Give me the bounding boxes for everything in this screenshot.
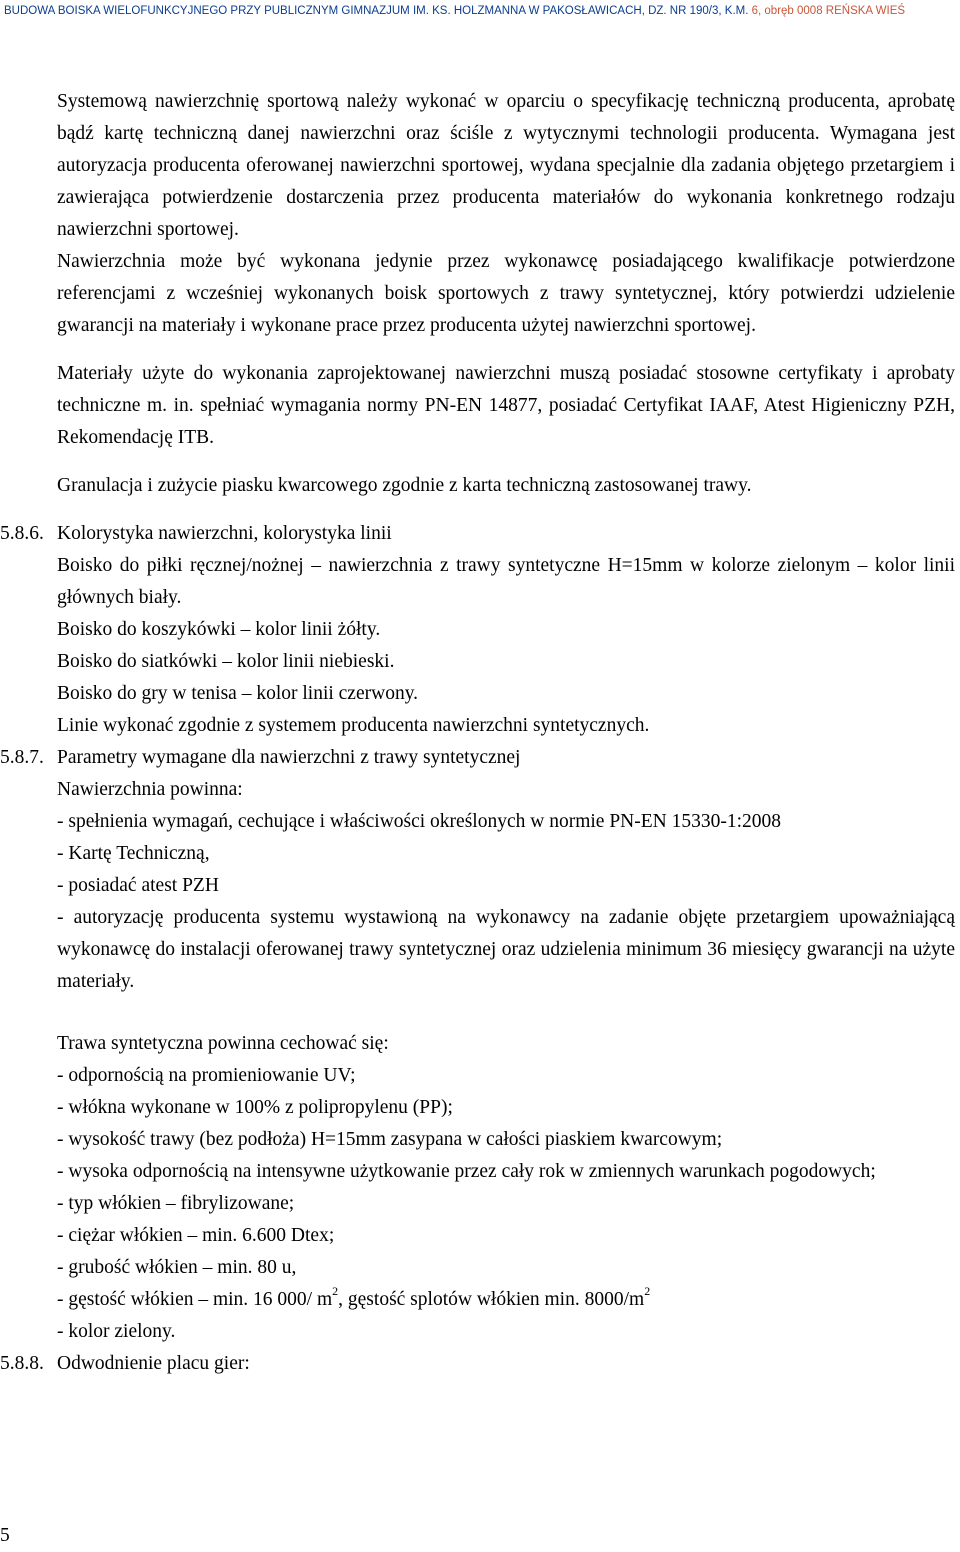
colour-lines-note: Linie wykonać zgodnie z systemem producenta nawierzchni syntetycznych. xyxy=(57,715,650,736)
surface-requirement-item: - autoryzację producenta systemu wystawioną na wykonawcy na zadanie objęte przetargiem upoważniającą wykonawcę do instalacji oferowanej trawy syntetycznej oraz udzielenia minimum 36 miesięcy gwarancji na użyte materiały. xyxy=(57,907,955,992)
running-header xyxy=(0,0,960,22)
grass-features-intro: Trawa syntetyczna powinna cechować się: xyxy=(57,1033,389,1054)
grass-color-item: - kolor zielony. xyxy=(57,1321,176,1342)
section-5-8-8-heading xyxy=(0,1348,955,1380)
section-5-8-7-heading xyxy=(0,742,955,774)
document-body xyxy=(0,86,955,1380)
paragraph-sand-granulation: Granulacja i zużycie piasku kwarcowego zgodnie z karta techniczną zastosowanej trawy. xyxy=(57,475,752,496)
colour-volleyball: Boisko do siatkówki – kolor linii niebieski. xyxy=(57,651,395,672)
section-title: Kolorystyka nawierzchni, kolorystyka linii xyxy=(57,523,392,544)
grass-feature-item: - wysokość trawy (bez podłoża) H=15mm zasypana w całości piaskiem kwarcowym; xyxy=(57,1129,723,1150)
spacer xyxy=(57,998,955,1028)
colour-handball-football: Boisko do piłki ręcznej/nożnej – nawierzchnia z trawy syntetyczne H=15mm w kolorze zielonym – kolor linii głównych biały. xyxy=(57,555,955,608)
section-number: 5.8.7. xyxy=(0,747,44,768)
spacer xyxy=(57,342,955,358)
superscript: 2 xyxy=(644,1283,651,1298)
surface-requirements-intro: Nawierzchnia powinna: xyxy=(57,779,243,800)
paragraph-surface-spec: Systemową nawierzchnię sportową należy wykonać w oparciu o specyfikację techniczną producenta, aprobatę bądź kartę techniczną danej nawierzchni oraz ściśle z wytycznymi technologii producenta. Wymagana jest autoryzacja producenta oferowanej nawierzchni sportowej, wydana specjalnie dla zadania objętego przetargiem i zawierająca potwierdzenie dostarczenia przez producenta materiałów do wykonania konkretnego rodzaju nawierzchni sportowej. xyxy=(57,91,955,240)
grass-feature-item: - grubość włókien – min. 80 u, xyxy=(57,1257,297,1278)
paragraph-contractor-qualifications: Nawierzchnia może być wykonana jedynie przez wykonawcę posiadającego kwalifikacje potwierdzone referencjami z wcześniej wykonanych boisk sportowych z trawy syntetycznej, który potwierdzi udzielenie gwarancji na materiały i wykonane prace przez producenta użytej nawierzchni sportowej. xyxy=(57,251,955,336)
page-number: 5 xyxy=(0,1525,10,1546)
grass-feature-item: - włókna wykonane w 100% z polipropylenu (PP); xyxy=(57,1097,453,1118)
paragraph-materials-certificates: Materiały użyte do wykonania zaprojektowanej nawierzchni muszą posiadać stosowne certyfikaty i aprobaty techniczne m. in. spełniać wymagania normy PN-EN 14877, posiadać Certyfikat IAAF, Atest Higieniczny PZH, Rekomendację ITB. xyxy=(57,363,955,448)
section-5-8-6-heading xyxy=(0,518,955,550)
surface-requirement-item: - posiadać atest PZH xyxy=(57,875,219,896)
colour-basketball: Boisko do koszykówki – kolor linii żółty. xyxy=(57,619,381,640)
grass-feature-item: - typ włókien – fibrylizowane; xyxy=(57,1193,295,1214)
section-number: 5.8.8. xyxy=(0,1353,44,1374)
surface-requirement-item: - Kartę Techniczną, xyxy=(57,843,210,864)
header-text-tail: 6, obręb 0008 REŃSKA WIEŚ xyxy=(748,5,906,17)
grass-feature-item: - wysoka odpornością na intensywne użytkowanie przez cały rok w zmiennych warunkach pogodowych; xyxy=(57,1161,876,1182)
colour-tennis: Boisko do gry w tenisa – kolor linii czerwony. xyxy=(57,683,419,704)
density-text: - gęstość włókien – min. 16 000/ m xyxy=(57,1289,333,1310)
surface-requirement-item: - spełnienia wymagań, cechujące i właściwości określonych w normie PN-EN 15330-1:2008 xyxy=(57,811,782,832)
section-title: Parametry wymagane dla nawierzchni z trawy syntetycznej xyxy=(57,747,521,768)
superscript: 2 xyxy=(332,1283,339,1298)
header-text: BUDOWA BOISKA WIELOFUNKCYJNEGO PRZY PUBLICZNYM GIMNAZJUM IM. KS. HOLZMANNA W PAKOSŁAWICACH, DZ. NR 190/3, K.M. xyxy=(4,5,749,17)
grass-feature-item: - odpornością na promieniowanie UV; xyxy=(57,1065,356,1086)
spacer xyxy=(57,454,955,470)
section-number: 5.8.6. xyxy=(0,523,44,544)
section-title: Odwodnienie placu gier: xyxy=(57,1353,250,1374)
grass-density-item xyxy=(57,1284,955,1316)
density-text: , gęstość splotów włókien min. 8000/m xyxy=(338,1289,645,1310)
spacer xyxy=(57,502,955,518)
grass-feature-item: - ciężar włókien – min. 6.600 Dtex; xyxy=(57,1225,335,1246)
